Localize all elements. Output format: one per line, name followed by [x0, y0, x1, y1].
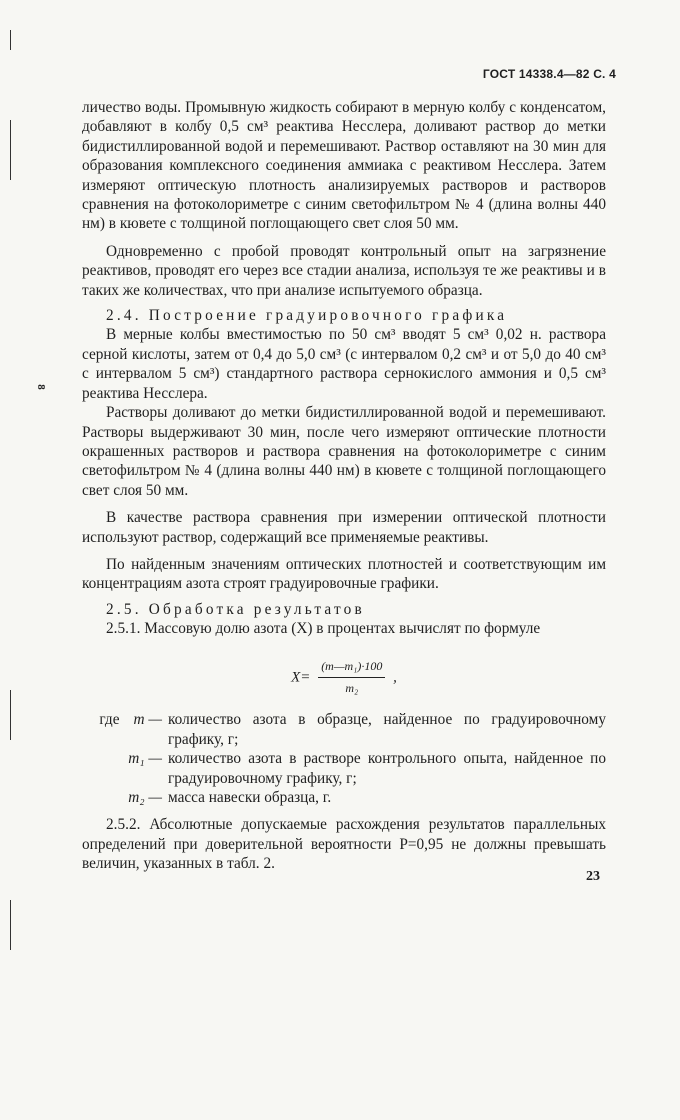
scan-edge-line	[10, 690, 11, 740]
definition-item	[82, 788, 606, 807]
definitions-intro: где	[99, 711, 120, 729]
section-heading-text: 2.4. Построение градуировочного графика	[106, 307, 508, 325]
paragraph: По найденным значениям оптических плотностей и соответствующим им концентрациям азота строят градуировочные графики.	[82, 555, 606, 593]
document-body	[82, 98, 606, 874]
definition-symbol-text: m —	[133, 711, 162, 729]
paragraph: В мерные колбы вместимостью по 50 см³ вводят 5 см³ 0,02 н. раствора серной кислоты, затем от 0,4 до 5,0 см³ (с интервалом 0,2 см³ и от 5,0 до 40 см³ с интервалом 5 см³) стандартного раствора сернокислого аммония и 0,5 см³ реактива Несслера.	[82, 326, 606, 402]
definition-text: количество азота в растворе контрольного опыта, найденное по градуировочному графику, г;	[168, 750, 606, 787]
page-header: ГОСТ 14338.4—82 С. 4	[482, 67, 616, 81]
definition-item	[82, 710, 606, 749]
section-heading	[82, 600, 606, 619]
definition-text: количество азота в образце, найденное по градуировочному графику, г;	[168, 711, 606, 748]
formula-tail: ,	[393, 668, 397, 685]
formula-lhs: X=	[291, 668, 311, 685]
scan-edge-line	[10, 120, 11, 180]
paragraph: 2.5.1. Массовую долю азота (X) в процентах вычислят по формуле	[106, 620, 541, 638]
formula-numerator: (m—m₁)·100	[318, 657, 385, 678]
page-number: 23	[586, 869, 600, 884]
definition-symbol: m₁ —	[128, 750, 162, 768]
paragraph: Одновременно с пробой проводят контрольный опыт на загрязнение реактивов, проводят его через все стадии анализа, используя те же реактивы и в таких же количествах, что при анализе испытуемого образца.	[82, 242, 606, 299]
margin-mark: 8	[34, 384, 47, 390]
paragraph: В качестве раствора сравнения при измерении оптической плотности используют раствор, содержащий все применяемые реактивы.	[82, 509, 606, 546]
section-heading	[82, 306, 606, 325]
scan-edge-line	[10, 900, 11, 950]
paragraph: Растворы доливают до метки бидистиллированной водой и перемешивают. Растворы выдерживают 30 мин, после чего измеряют оптические плотности окрашенных растворов и раствора сравнения на фотоколориметре с синим светофильтром № 4 (длина волны 440 нм) в кювете с толщиной поглощающего свет слоя 50 мм.	[82, 404, 606, 499]
definition-item	[82, 749, 606, 788]
definition-text: масса навески образца, г.	[168, 789, 332, 806]
section-heading-text: 2.5. Обработка результатов	[106, 600, 365, 618]
formula-denominator: m₂	[345, 680, 359, 695]
scan-edge-line	[10, 30, 11, 50]
paragraph: 2.5.2. Абсолютные допускаемые расхождения результатов параллельных определений при доверительной вероятности P=0,95 не должны превышать величин, указанных в табл. 2.	[82, 816, 606, 873]
formula	[82, 657, 606, 699]
formula-fraction	[318, 657, 385, 699]
definition-symbol	[82, 710, 168, 749]
paragraph: личество воды. Промывную жидкость собирают в мерную колбу с конденсатом, добавляют в колбу 0,5 см³ реактива Несслера, доливают раствор до метки бидистиллированной водой и перемешивают. Раствор оставляют на 30 мин для образования комплексного соединения аммиака с реактивом Несслера. Затем измеряют оптическую плотность анализируемых растворов и растворов сравнения на фотоколориметре с синим светофильтром № 4 (длина волны 440 нм) в кювете с толщиной поглощающего свет слоя 50 мм.	[82, 99, 606, 233]
definitions-list	[82, 710, 606, 807]
definition-symbol: m₂ —	[128, 789, 162, 806]
